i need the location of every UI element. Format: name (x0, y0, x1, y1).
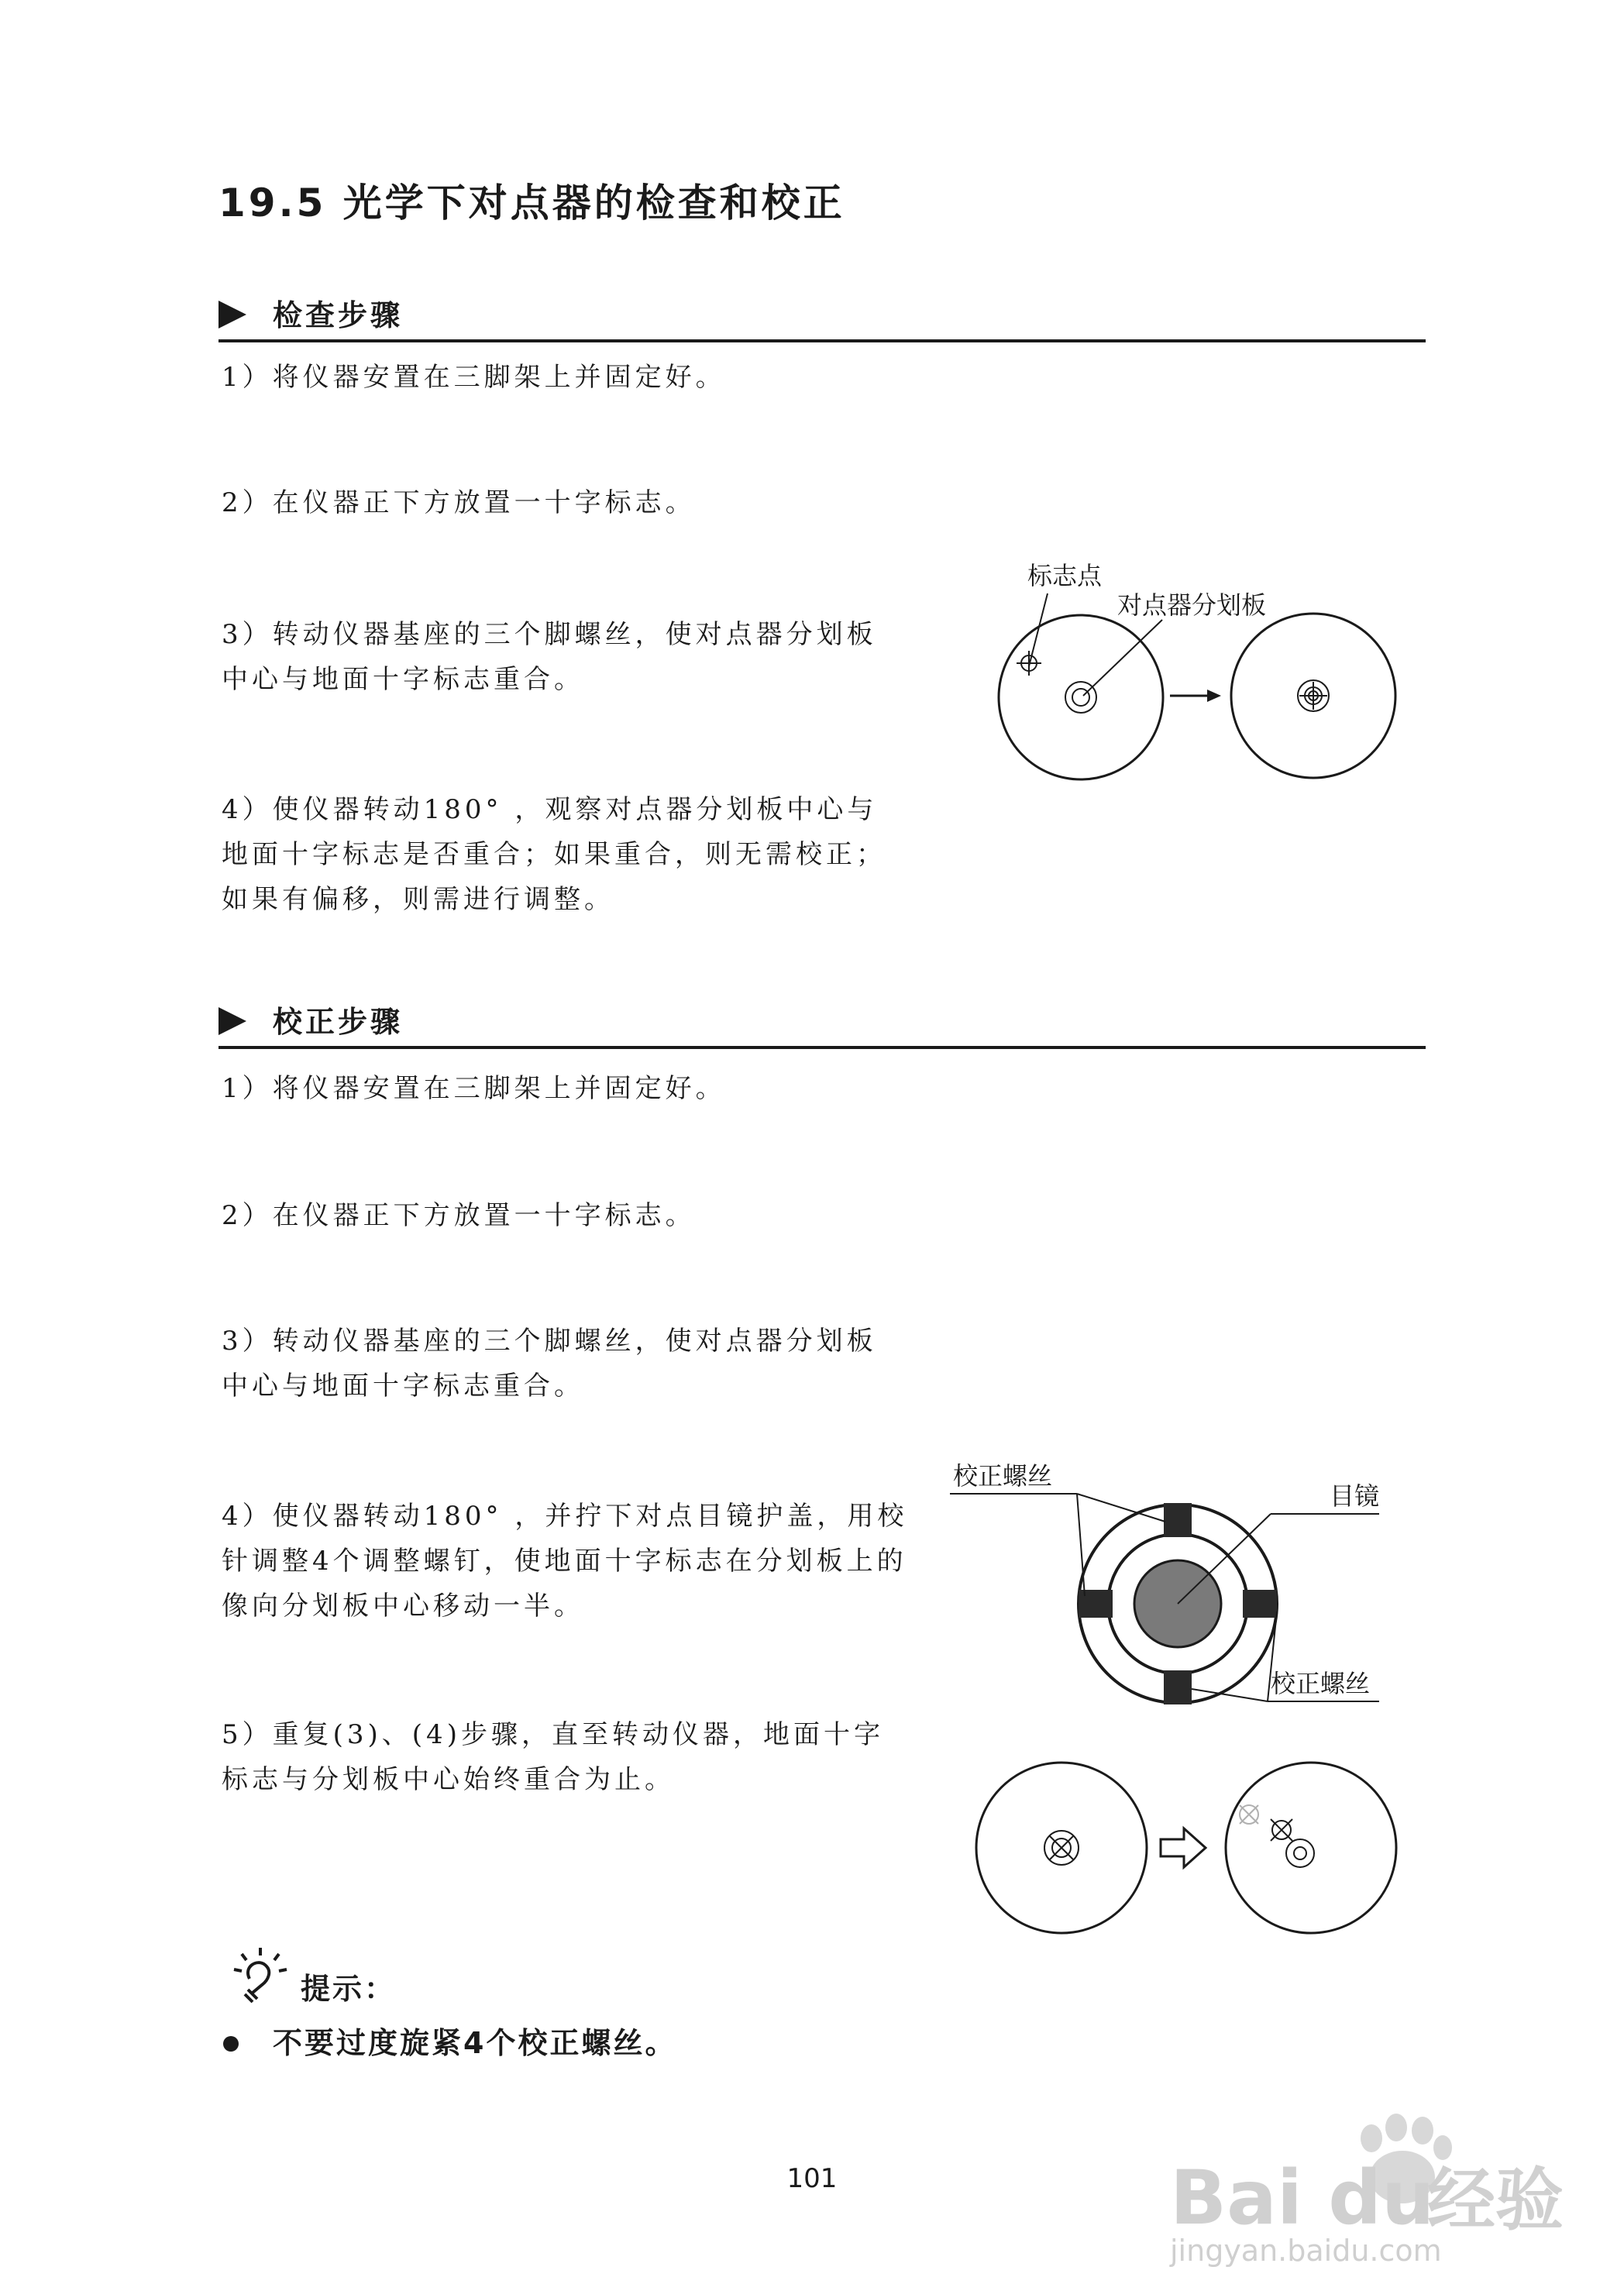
inspection-figure (976, 558, 1410, 798)
watermark-url: jingyan.baidu.com (1170, 2234, 1442, 2268)
aligned-reticle-icon (1298, 680, 1329, 711)
faded-cross-mark-icon (1240, 1805, 1258, 1824)
correction-screw-top (1164, 1503, 1192, 1537)
section-heading-label: 校正步骤 (273, 1005, 404, 1039)
watermark-brand: Bai du (1170, 2155, 1435, 2241)
inspection-step-4: 4）使仪器转动180° ，观察对点器分划板中心与地面十字标志是否重合；如果重合，则无需校正；如果有偏移，则需进行调整。 (222, 794, 886, 915)
label-eyepiece: 目镜 (1330, 1481, 1380, 1511)
correction-step-4: 4）使仪器转动180° ，并拧下对点目镜护盖，用校针调整4个调整螺钉，使地面十字标志在分划板上的像向分划板中心移动一半。 (222, 1501, 908, 1622)
arrow-right-icon (1170, 690, 1221, 702)
correction-step-5: 5）重复(3)、(4)步骤，直至转动仪器，地面十字标志与分划板中心始终重合为止。 (222, 1719, 884, 1795)
triangle-bullet-icon (218, 1007, 246, 1035)
correction-screw-left (1079, 1590, 1113, 1618)
correction-step-1: 1）将仪器安置在三脚架上并固定好。 (222, 1073, 726, 1104)
label-reticle: 对点器分划板 (1117, 590, 1267, 620)
inspection-step-3: 3）转动仪器基座的三个脚螺丝，使对点器分划板中心与地面十字标志重合。 (222, 619, 877, 695)
tip-item: 不要过度旋紧4个校正螺丝。 (273, 2026, 677, 2060)
section-heading-inspection (218, 291, 1426, 342)
hollow-arrow-icon (1161, 1828, 1206, 1867)
triangle-bullet-icon (218, 301, 246, 328)
bullet-dot-icon (223, 2036, 239, 2052)
page-number: 101 (786, 2163, 838, 2194)
watermark (1154, 2107, 1588, 2270)
label-mark-point: 标志点 (1027, 561, 1103, 590)
correction-step-2: 2）在仪器正下方放置一十字标志。 (222, 1200, 696, 1231)
leader-line-mark (1029, 593, 1048, 666)
reticle-icon (1065, 682, 1096, 713)
cross-mark-icon (1271, 1819, 1292, 1841)
inspection-step-1: 1）将仪器安置在三脚架上并固定好。 (222, 362, 726, 393)
label-screw-bottom: 校正螺丝 (1271, 1669, 1371, 1698)
label-screw-top: 校正螺丝 (953, 1461, 1053, 1491)
reticle-icon (1286, 1839, 1314, 1867)
leader-line-reticle (1083, 620, 1162, 696)
section-heading-label: 检查步骤 (273, 298, 404, 332)
view-circle-after (1226, 1763, 1396, 1933)
view-circle-before (999, 615, 1163, 779)
correction-figure (961, 1743, 1418, 1952)
inspection-step-2: 2）在仪器正下方放置一十字标志。 (222, 487, 696, 518)
section-heading-correction (218, 998, 1426, 1049)
eyepiece-figure (945, 1457, 1426, 1712)
correction-step-3: 3）转动仪器基座的三个脚螺丝，使对点器分划板中心与地面十字标志重合。 (222, 1326, 877, 1402)
watermark-brand-cn: 经验 (1427, 2160, 1564, 2240)
lightbulb-hint-icon (229, 1945, 291, 2004)
correction-screw-bottom (1164, 1670, 1192, 1704)
page-title: 19.5 光学下对点器的检查和校正 (218, 181, 845, 225)
correction-screw-right (1243, 1590, 1277, 1618)
aligned-reticle-icon (1044, 1831, 1079, 1865)
tip-heading: 提示： (301, 1972, 397, 2006)
